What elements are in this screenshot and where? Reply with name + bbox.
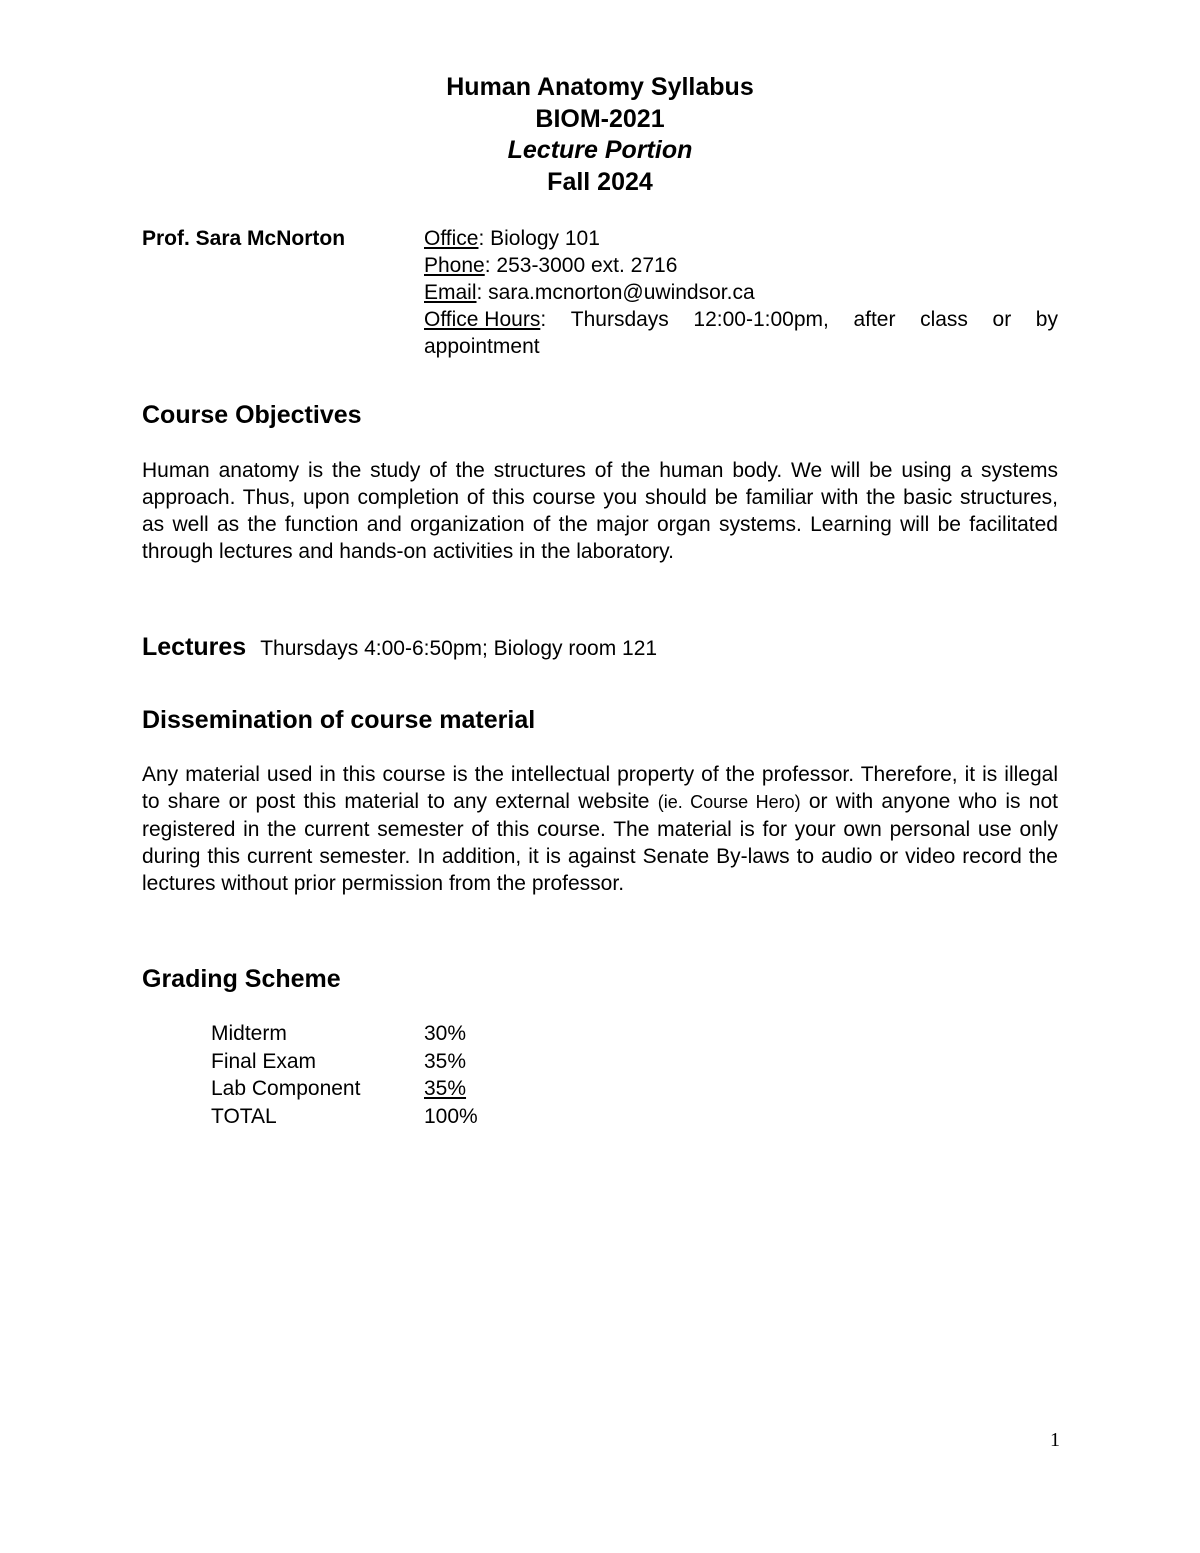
- dissemination-heading: Dissemination of course material: [142, 706, 536, 734]
- office-hours-label: Office Hours: [424, 308, 541, 331]
- grading-percent: 35%: [424, 1049, 467, 1073]
- page-number: 1: [1050, 1429, 1060, 1451]
- grading-item: Midterm: [211, 1022, 287, 1045]
- grading-percent: 30%: [424, 1022, 467, 1045]
- dissemination-text-part: or with anyone who is not registered in the current semester of this course. The material is for your own personal use only during this current semester. In addition, it is against Senate By-laws to audio or video record the lectures without prior permission from the professor.: [142, 790, 1058, 895]
- office-line: [424, 225, 1058, 252]
- grading-row: [211, 1020, 478, 1048]
- lectures-text: Thursdays 4:00-6:50pm; Biology room 121: [260, 637, 658, 660]
- course-term: Fall 2024: [547, 167, 653, 196]
- office-label: Office: [424, 227, 479, 250]
- dissemination-text-part: Any material used in this course is the intellectual property of the professor. Therefore, it is illegal to share or post this material to any external website: [142, 763, 1058, 813]
- course-portion: Lecture Portion: [507, 136, 693, 164]
- office-hours-word: or: [992, 308, 1012, 331]
- office-hours-line: [424, 306, 1058, 333]
- course-code: BIOM-2021: [535, 104, 665, 133]
- contact-info: [424, 225, 1058, 360]
- office-hours-word: after: [853, 308, 896, 331]
- objectives-heading: Course Objectives: [142, 401, 362, 429]
- email-label: Email: [424, 281, 477, 304]
- grading-table: [211, 1020, 478, 1130]
- grading-percent: 100%: [424, 1104, 478, 1128]
- phone-line: [424, 252, 1058, 279]
- phone-value: : 253-3000 ext. 2716: [484, 254, 678, 277]
- grading-row: [211, 1103, 478, 1131]
- grading-percent: 35%: [424, 1077, 467, 1100]
- grading-item: Final Exam: [211, 1049, 317, 1073]
- phone-label: Phone: [424, 254, 485, 277]
- office-hours-word: Thursdays: [570, 308, 669, 331]
- lectures-heading: Lectures: [142, 633, 247, 661]
- grading-row: [211, 1048, 478, 1076]
- email-value: : sara.mcnorton@uwindsor.ca: [476, 281, 755, 304]
- office-hours-word: :: [540, 308, 547, 331]
- office-hours-word: 12:00-1:00pm,: [693, 308, 829, 331]
- office-hours-continuation: appointment: [424, 335, 540, 358]
- grading-item: Lab Component: [211, 1077, 361, 1100]
- lectures-section: [142, 633, 657, 662]
- objectives-text: Human anatomy is the study of the structures of the human body. We will be using a systems approach. Thus, upon completion of this course you should be familiar with the basic structures, as well as the function and organization of the major organ systems. Learning will be facilitated through lectures and hands-on activities in the laboratory.: [142, 459, 1058, 563]
- grading-item: TOTAL: [211, 1104, 277, 1128]
- email-line: [424, 279, 1058, 306]
- title-block: [0, 72, 1200, 198]
- grading-heading: Grading Scheme: [142, 965, 341, 993]
- document-title: Human Anatomy Syllabus: [446, 73, 754, 101]
- dissemination-example: (ie. Course Hero): [657, 792, 801, 812]
- office-value: : Biology 101: [478, 227, 600, 250]
- grading-row: [211, 1075, 478, 1103]
- office-hours-word: by: [1035, 308, 1058, 331]
- office-hours-word: class: [920, 308, 968, 331]
- dissemination-text: [142, 761, 1058, 897]
- professor-name: Prof. Sara McNorton: [142, 227, 346, 250]
